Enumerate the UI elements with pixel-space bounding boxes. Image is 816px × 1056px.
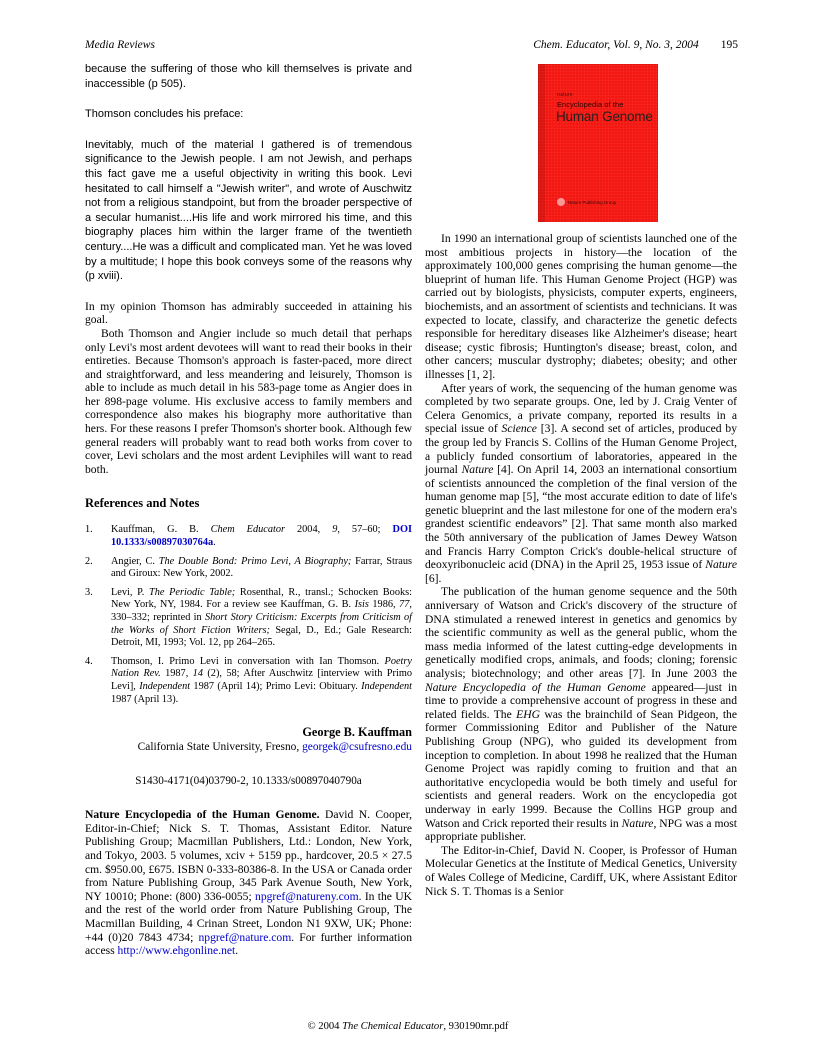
text-run-1: Chem Educator [210, 524, 285, 536]
publisher-website-link[interactable]: http://www.ehgonline.net [117, 944, 236, 958]
spacer [85, 788, 412, 808]
footer-filename: , 930190mr.pdf [443, 1021, 509, 1032]
cover-offset-spacer [425, 62, 737, 232]
text-run-1: Science [501, 422, 537, 436]
next-review-citation [85, 808, 412, 958]
right-paragraph-2 [425, 382, 737, 586]
text-run-0: After years of work, the sequencing of the human genome was completed by two separate groups. One, led by J. Craig Venter of Celera Genomics, a private company, reported its results in a special issue of [425, 381, 737, 436]
spacer [85, 91, 412, 107]
cover-brand-text: nature [557, 92, 573, 98]
text-run-6: , NPG was a most appropriate publisher. [425, 816, 737, 844]
reference-number: 2. [85, 555, 93, 567]
reviewer-affiliation [85, 740, 412, 754]
text-run-2: Rosenthal, R., transl.; Schocken Books: New York, NY, 1984. For a review see Kauffman, G. B. [111, 586, 412, 611]
spacer [85, 122, 412, 138]
reference-number: 4. [85, 655, 93, 667]
right-paragraph-4: The Editor-in-Chief, David N. Cooper, is Professor of Human Molecular Genetics at the Institute of Medical Genetics, University of Wales College of Medicine, Cardiff, UK, where Assistant Editor Nick S. T. Thomas is a Senior [425, 843, 737, 898]
page-number: 195 [720, 39, 738, 51]
reviewer-name: George B. Kauffman [302, 725, 412, 740]
text-run-2: 1987, [160, 668, 193, 680]
spacer [85, 754, 412, 774]
reference-item [85, 556, 412, 581]
text-run-0: Levi, P. [111, 586, 149, 598]
body-paragraph-2: Both Thomson and Angier include so much detail that perhaps only Levi's most ardent devotees will want to read their books in their entireties. Because Thomson's approach is faster-paced, more direct and straightforward, and less meandering and leisurely, Thomson is able to include as much detail in his 583-page tome as Angier does in her 898-page volume. His exclusive access to family members and correspondence also makes his biography more authoritative than hers. For these reasons I prefer Thomson's shorter book. Although few general readers will probably want to read both works from cover to cover, Levi scholars and the most ardent Leviphiles will want to read both. [85, 326, 412, 476]
publisher-email-us-link[interactable]: npgref@natureny.com [255, 889, 359, 903]
reference-item [85, 587, 412, 650]
text-run-0: Angier, C. [111, 555, 159, 567]
running-head-left: Media Reviews [85, 39, 155, 51]
text-run-2: appeared—just in time to provide a comprehensive account of progress in these and related fields. The [425, 680, 738, 721]
text-run-1: The Double Bond: Primo Levi, A Biography; [158, 555, 352, 567]
text-run-3: Nature [461, 463, 494, 477]
page-footer [0, 1021, 816, 1032]
text-run-8: 1987 (April 13). [111, 693, 179, 705]
text-run-3: EHG [516, 707, 540, 721]
text-run-2: [3]. A second set of articles, produced by the group led by Francis S. Collins of the Human Genome Project, a publicly funded consortium of laboratories, appeared in the journal [425, 422, 737, 477]
text-run-6: [6]. [425, 571, 442, 585]
next-review-title: Nature Encyclopedia of the Human Genome. [85, 808, 320, 822]
next-review-body-1: David N. Cooper, Editor-in-Chief; Nick S. T. Thomas, Assistant Editor. Nature Publishing Group; Macmillan Publishers, Ltd.: London, New York, and Tokyo, 2003. 5 volumes, xciv + 5159 pp., hardcover, 20.5 × 27.5 cm. $950.00, £675. ISBN 0-333-80386-8. In the USA or Canada order from Nature Publishing Group, 345 Park Avenue South, New York, NY 10010; Phone: (800) 336-0055; [85, 808, 412, 903]
text-run-5: 77 [399, 599, 410, 611]
text-run-4: was the brainchild of Sean Pidgeon, the former Commissioning Editor and Publisher of the Nature Publishing Group (NPG), who guided its development from inception to completion. In about 1998 he realized that the Human Genome Project was rapidly coming to fruition and that an authoritative encyclopedia would be both timely and useful for scientists and general readers. Work on the encyclopedia got underway in early 1999. Because the Collins HGP group and Watson and Crick reported their results in [425, 707, 737, 830]
cover-publisher-text: Nature Publishing Group [568, 199, 617, 205]
running-head-right [533, 38, 738, 52]
article-identifier: S1430-4171(04)03790-2, 10.1333/s00897040790a [135, 775, 362, 788]
text-run-8: Segal, D., Ed.; Gale Research: Detroit, MI, 1993; Vol. 12, pp 264–265. [111, 624, 412, 649]
text-run-0: Kauffman, G. B. [111, 524, 211, 536]
cover-title-text: Human Genome [556, 109, 653, 124]
references-list [85, 524, 412, 706]
reference-number: 3. [85, 586, 93, 598]
text-run-5: Independent [139, 680, 191, 692]
text-run-5[interactable]: DOI 10.1333/s00897030764a [111, 524, 412, 549]
right-paragraph-1: In 1990 an international group of scientists launched one of the most ambitious projects in history—the location of the approximately 100,000 genes comprising the human genome—the blueprint of human life. This Human Genome Project (HGP) was carried out by biologists, physicists, computer experts, engineers, biochemists, and an assortment of scientists and technicians. It was expected to locate, classify, and characterize the genetic defects responsible for hereditary diseases like Alzheimer's disease; heart disease; cystic fibrosis; Huntington's disease; breast, colon, and other cancers; muscular dystrophy; diabetes; obesity; and other illnesses [1, 2]. [425, 232, 737, 381]
text-run-1: Nature Encyclopedia of the Human Genome [425, 680, 646, 694]
cover-subtitle-text: Encyclopedia of the [557, 100, 624, 109]
journal-citation: Chem. Educator, Vol. 9, No. 3, 2004 [533, 39, 699, 51]
text-run-3: 14 [192, 668, 203, 680]
right-column [425, 62, 737, 898]
lead-in-line: Thomson concludes his preface: [85, 108, 244, 121]
text-run-6: 1987 (April 14); Primo Levi: Obituary. [190, 680, 362, 692]
spacer [85, 511, 412, 524]
text-run-5: Nature [621, 816, 654, 830]
text-run-3: 9 [332, 524, 338, 536]
affiliation-text: California State University, Fresno, [137, 741, 303, 754]
text-run-0: Thomson, I. Primo Levi in conversation with Ian Thomson. [111, 655, 385, 667]
text-run-6: . [213, 537, 216, 549]
spacer [85, 712, 412, 725]
text-run-0: The publication of the human genome sequence and the 50th anniversary of Watson and Crick's discovery of the structure of DNA stimulated a renewed interest in genetics and genomics by the scientific community as well as the general public, whom the mass media informed of the latest cutting-edge developments in genetically modified crops, animals, and foods; cloning; forensic analysis; biotechnology; and other areas [7]. In June 2003 the [425, 585, 737, 680]
footer-copyright: © 2004 [307, 1021, 343, 1032]
next-review-body-3: . For further information access [85, 930, 413, 958]
text-run-7: Short Story Criticism: Excerpts from Criticism of the Works of Short Fiction Writers; [111, 612, 412, 636]
text-run-4: , 57–60; [337, 524, 393, 536]
right-paragraph-3 [425, 585, 737, 843]
left-column [85, 62, 412, 958]
text-run-4: 1986, [368, 599, 400, 611]
spacer [85, 284, 412, 300]
text-run-5: Nature [705, 558, 737, 572]
footer-journal-name: The Chemical Educator [342, 1021, 444, 1032]
publisher-email-uk-link[interactable]: npgref@nature.com [198, 930, 292, 944]
text-run-1: The Periodic Table; [149, 586, 236, 598]
text-run-7: Independent [361, 680, 413, 692]
reference-item [85, 656, 412, 706]
text-run-2: 2004, [284, 524, 333, 536]
next-review-body-2: . In the UK and the rest of the world order from Nature Publishing Group, The Macmillan Building, 4 Crinan Street, London N1 9XW, UK; Phone: +44 (0)20 7843 4734; [85, 889, 412, 944]
text-run-4: (2), 58; After Auschwitz [interview with Primo Levi], [111, 668, 412, 692]
next-review-body-end: . [235, 944, 239, 958]
text-run-1: Poetry Nation Rev. [111, 655, 412, 680]
references-heading: References and Notes [85, 496, 200, 511]
running-head [85, 38, 738, 54]
spacer [85, 476, 412, 496]
text-run-4: [4]. On April 14, 2003 an international consortium of scientists announced the completion of the final version of the human genome map [5], “the most accurate edition to date of life's genetic blueprint and the last milestone for one of the modern era's grandest scientific endeavors” [2]. That same month also marked the 50th anniversary of the publication of James Dewey Watson and Francis Harry Compton Crick's double-helical structure of deoxyribonucleic acid (DNA) in the April 25, 1953 issue of [425, 463, 737, 572]
text-run-6: , 330–332; reprinted in [111, 599, 412, 623]
text-run-2: Farrar, Straus and Giroux: New York, 2002. [111, 555, 412, 580]
text-run-3: Isis [354, 599, 369, 611]
extract-quote-1: because the suffering of those who kill themselves is private and inaccessible (p 505). [85, 63, 412, 90]
reviewer-email-link[interactable]: georgek@csufresno.edu [302, 741, 412, 754]
body-paragraph-1: In my opinion Thomson has admirably succeeded in attaining his goal. [85, 299, 412, 327]
reference-item [85, 524, 412, 549]
extract-quote-2: Inevitably, much of the material I gathered is of tremendous significance to the Jewish people. I am not Jewish, and perhaps this fact gave me a useful objectivity in writing this book. Levi hesitated to call himself a "Jewish writer", and wrote of Auschwitz not from a religious standpoint, but from the broader perspective of a secular humanist....His life and work mirrored his time, and this biography places him within the larger frame of the twentieth century....He was a difficult and complicated man. Yet he was loved by a multitude; I hope this book conveys some of the reasons why (p xviii). [85, 138, 412, 283]
reference-number: 1. [85, 524, 93, 536]
